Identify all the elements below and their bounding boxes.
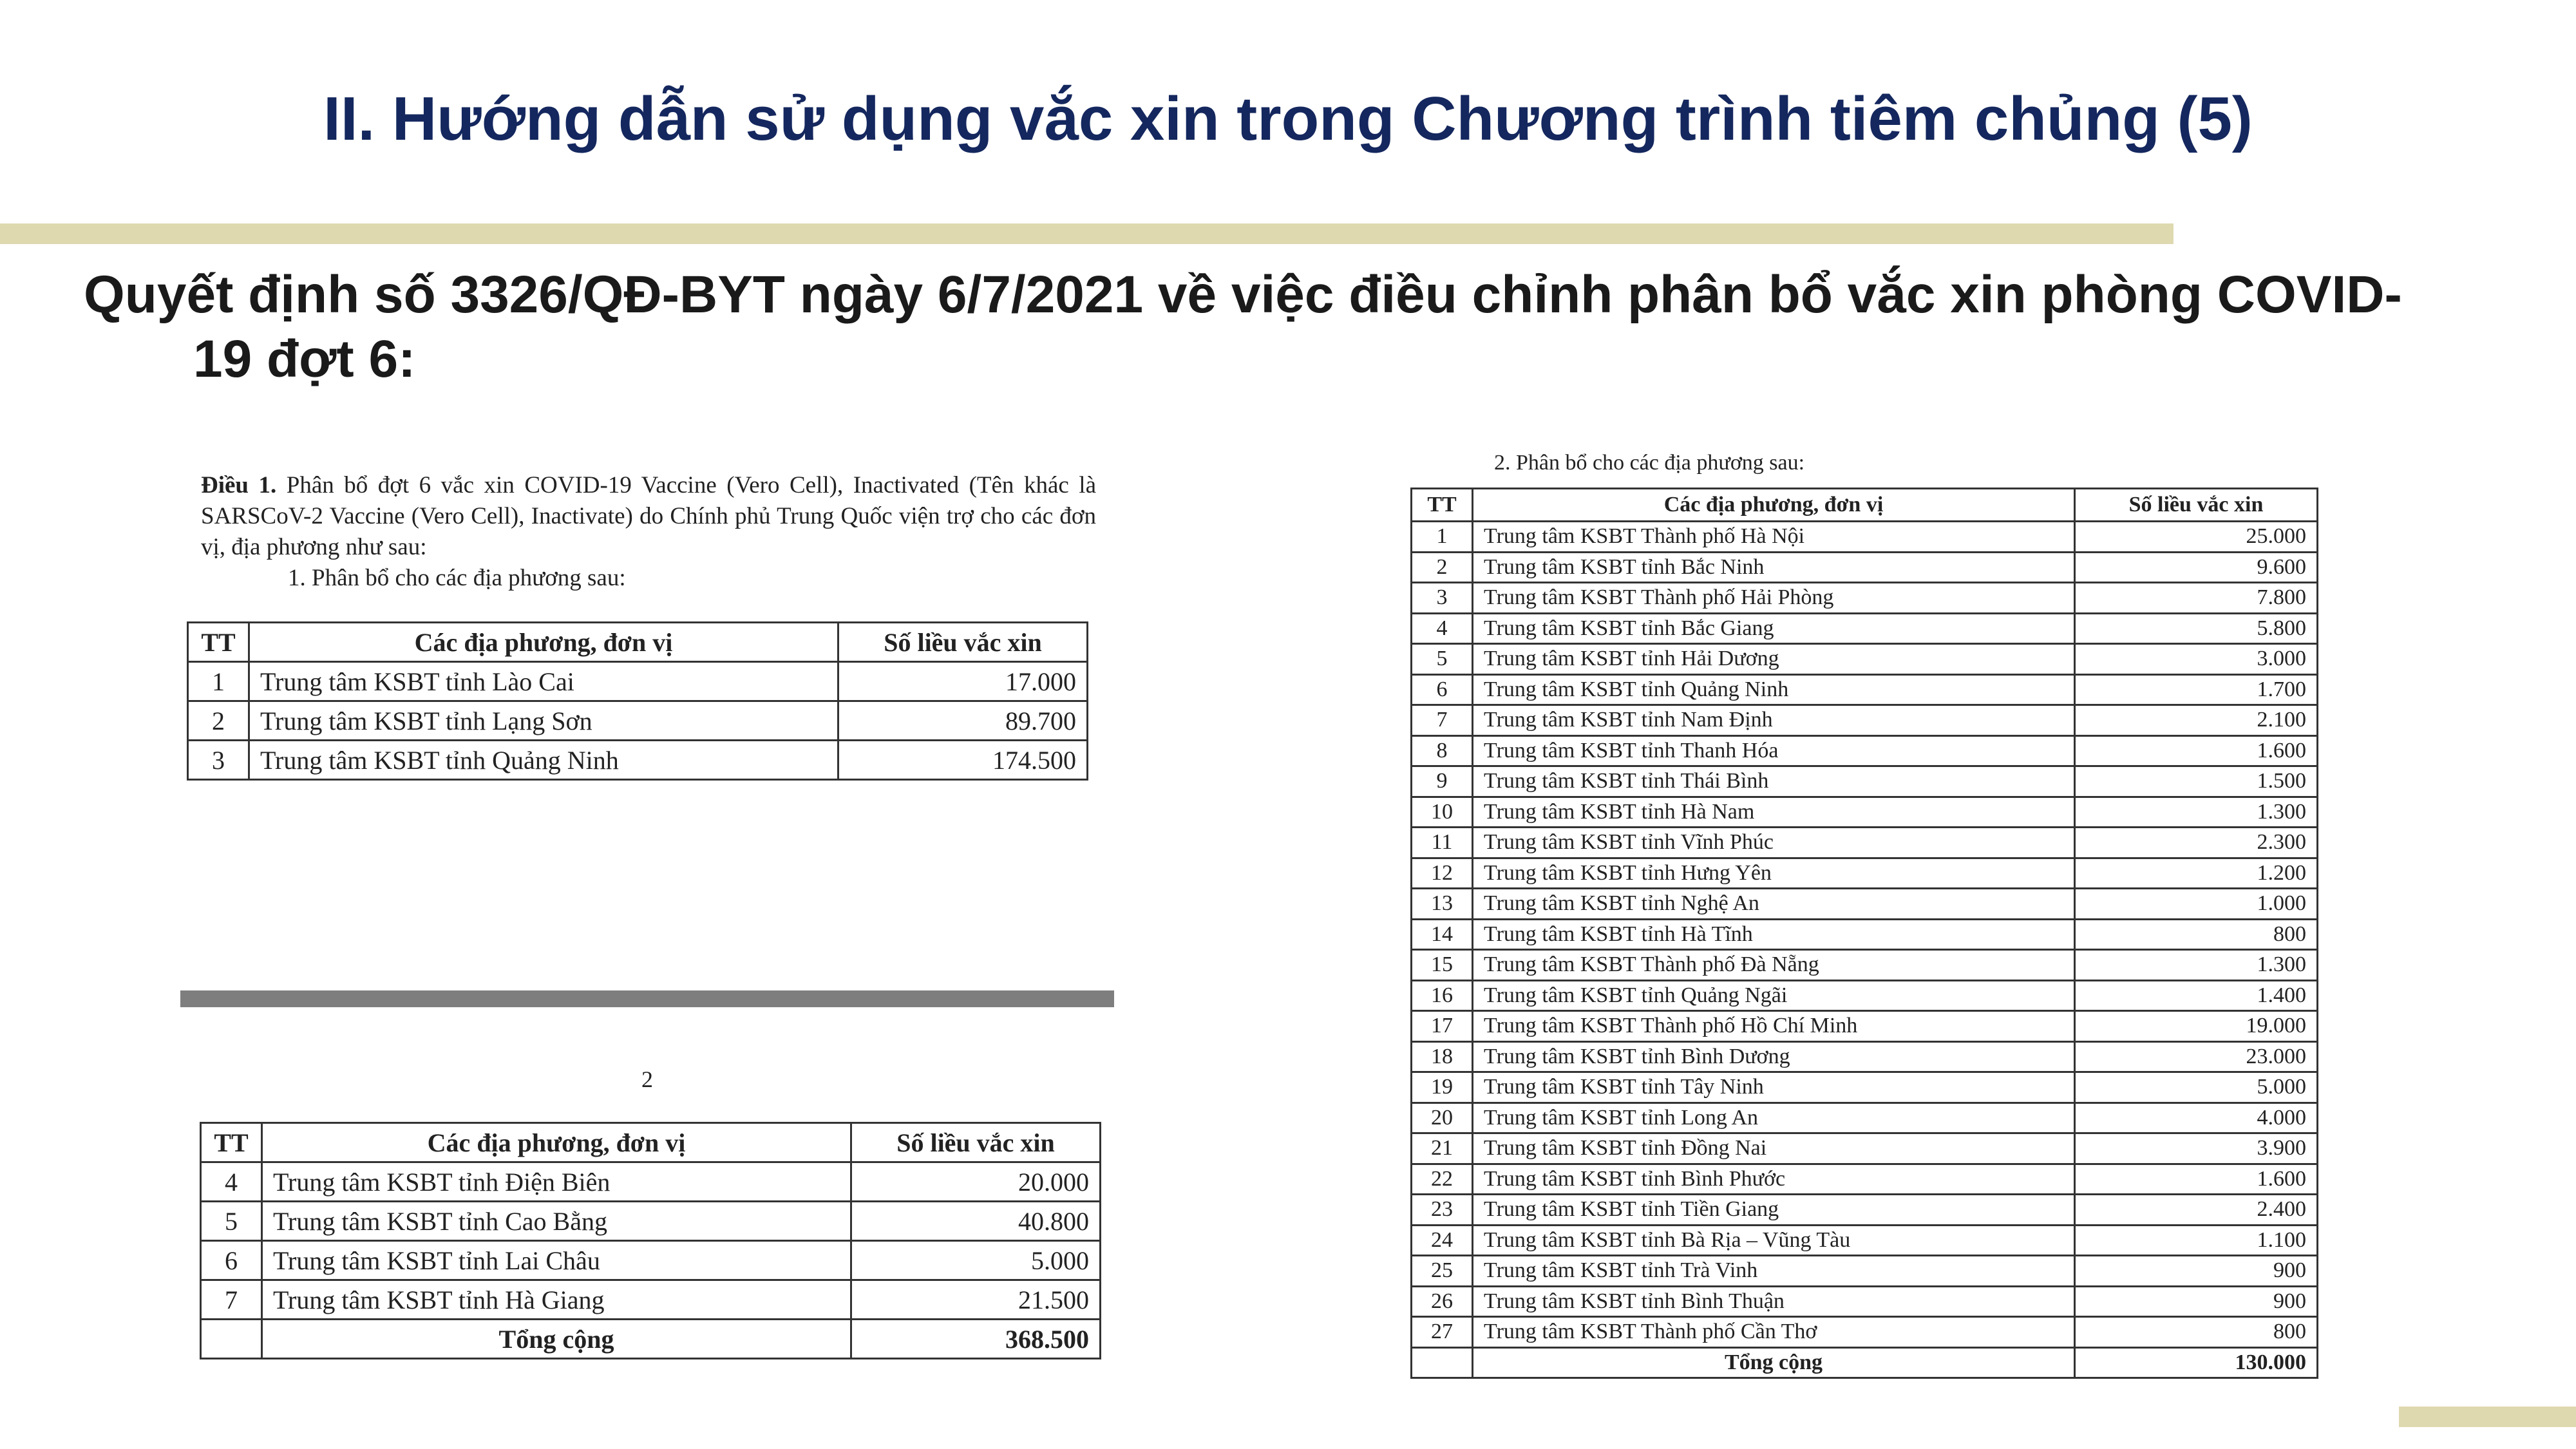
slide-title: II. Hướng dẫn sử dụng vắc xin trong Chương trình tiêm chủng (5) bbox=[323, 84, 2253, 153]
row-tt: 24 bbox=[1412, 1225, 1473, 1256]
row-unit: Trung tâm KSBT tỉnh Bắc Giang bbox=[1473, 613, 2075, 644]
row-unit: Trung tâm KSBT tỉnh Tây Ninh bbox=[1473, 1072, 2075, 1103]
row-unit: Trung tâm KSBT tỉnh Hà Tĩnh bbox=[1473, 919, 2075, 950]
table-header-row bbox=[188, 623, 1088, 662]
row-doses: 1.500 bbox=[2075, 766, 2318, 797]
row-unit: Trung tâm KSBT tỉnh Thái Bình bbox=[1473, 766, 2075, 797]
page-number: 2 bbox=[641, 1066, 653, 1092]
row-doses: 900 bbox=[2075, 1256, 2318, 1287]
total-tt-cell bbox=[1412, 1347, 1473, 1378]
row-doses: 1.600 bbox=[2075, 735, 2318, 766]
table-row bbox=[1412, 980, 2318, 1011]
row-doses: 25.000 bbox=[2075, 522, 2318, 553]
page-separator bbox=[180, 990, 1114, 1007]
row-unit: Trung tâm KSBT Thành phố Đà Nẵng bbox=[1473, 950, 2075, 981]
row-tt: 5 bbox=[201, 1202, 262, 1241]
total-label: Tổng cộng bbox=[1473, 1347, 2075, 1378]
row-unit: Trung tâm KSBT tỉnh Bình Thuận bbox=[1473, 1286, 2075, 1317]
row-unit: Trung tâm KSBT tỉnh Lai Châu bbox=[262, 1241, 851, 1280]
table-row bbox=[1412, 1225, 2318, 1256]
table-row bbox=[188, 662, 1088, 701]
row-doses: 21.500 bbox=[851, 1280, 1101, 1320]
row-tt: 17 bbox=[1412, 1011, 1473, 1042]
row-doses: 23.000 bbox=[2075, 1041, 2318, 1072]
total-doses: 130.000 bbox=[2075, 1347, 2318, 1378]
row-doses: 900 bbox=[2075, 1286, 2318, 1317]
row-doses: 1.300 bbox=[2075, 950, 2318, 981]
row-doses: 20.000 bbox=[851, 1162, 1101, 1202]
table-row bbox=[1412, 766, 2318, 797]
row-tt: 9 bbox=[1412, 766, 1473, 797]
table-row bbox=[1412, 644, 2318, 675]
row-doses: 2.100 bbox=[2075, 705, 2318, 736]
row-tt: 26 bbox=[1412, 1286, 1473, 1317]
table-row bbox=[1412, 858, 2318, 889]
row-doses: 3.000 bbox=[2075, 644, 2318, 675]
row-unit: Trung tâm KSBT tỉnh Thanh Hóa bbox=[1473, 735, 2075, 766]
row-tt: 2 bbox=[1412, 552, 1473, 583]
row-unit: Trung tâm KSBT tỉnh Nghệ An bbox=[1473, 889, 2075, 920]
row-tt: 23 bbox=[1412, 1195, 1473, 1226]
row-doses: 1.400 bbox=[2075, 980, 2318, 1011]
row-tt: 7 bbox=[201, 1280, 262, 1320]
row-tt: 15 bbox=[1412, 950, 1473, 981]
row-unit: Trung tâm KSBT tỉnh Bà Rịa – Vũng Tàu bbox=[1473, 1225, 2075, 1256]
row-unit: Trung tâm KSBT tỉnh Điện Biên bbox=[262, 1162, 851, 1202]
row-doses: 5.800 bbox=[2075, 613, 2318, 644]
article-text: Phân bổ đợt 6 vắc xin COVID-19 Vaccine (Vero Cell), Inactivated (Tên khác là SARSCoV-2 Vaccine (Vero Cell), Inactivate) do Chính phủ Trung Quốc viện trợ cho các đơn vị, địa phương như sau: bbox=[201, 472, 1096, 560]
table-row bbox=[1412, 552, 2318, 583]
table-row bbox=[1412, 1072, 2318, 1103]
row-doses: 3.900 bbox=[2075, 1133, 2318, 1164]
col-header-tt: TT bbox=[188, 623, 249, 662]
row-doses: 1.200 bbox=[2075, 858, 2318, 889]
row-unit: Trung tâm KSBT tỉnh Bắc Ninh bbox=[1473, 552, 2075, 583]
scanned-page-left-top bbox=[180, 470, 1114, 985]
row-tt: 3 bbox=[188, 741, 249, 780]
row-doses: 800 bbox=[2075, 1317, 2318, 1348]
table-row bbox=[188, 701, 1088, 741]
accent-bar-bottom bbox=[2399, 1406, 2576, 1427]
table-row bbox=[201, 1162, 1101, 1202]
row-doses: 9.600 bbox=[2075, 552, 2318, 583]
row-unit: Trung tâm KSBT tỉnh Tiền Giang bbox=[1473, 1195, 2075, 1226]
row-doses: 7.800 bbox=[2075, 583, 2318, 614]
table-header-row bbox=[201, 1123, 1101, 1162]
row-doses: 4.000 bbox=[2075, 1103, 2318, 1133]
row-tt: 11 bbox=[1412, 828, 1473, 858]
row-tt: 4 bbox=[1412, 613, 1473, 644]
table-row bbox=[1412, 613, 2318, 644]
row-doses: 19.000 bbox=[2075, 1011, 2318, 1042]
table-row bbox=[1412, 828, 2318, 858]
table-row bbox=[1412, 1195, 2318, 1226]
row-doses: 174.500 bbox=[838, 741, 1088, 780]
row-doses: 2.400 bbox=[2075, 1195, 2318, 1226]
col-header-doses: Số liều vắc xin bbox=[838, 623, 1088, 662]
article-paragraph bbox=[201, 470, 1096, 563]
row-tt: 19 bbox=[1412, 1072, 1473, 1103]
row-tt: 20 bbox=[1412, 1103, 1473, 1133]
allocation-table-3 bbox=[1410, 488, 2318, 1379]
row-doses: 89.700 bbox=[838, 701, 1088, 741]
table-row bbox=[1412, 1286, 2318, 1317]
row-tt: 2 bbox=[188, 701, 249, 741]
row-unit: Trung tâm KSBT tỉnh Hà Giang bbox=[262, 1280, 851, 1320]
total-label: Tổng cộng bbox=[262, 1320, 851, 1359]
slide-subtitle: Quyết định số 3326/QĐ-BYT ngày 6/7/2021 về việc điều chỉnh phân bổ vắc xin phòng COVID-19 đợt 6: bbox=[84, 265, 2402, 388]
row-unit: Trung tâm KSBT Thành phố Hồ Chí Minh bbox=[1473, 1011, 2075, 1042]
table-row bbox=[201, 1241, 1101, 1280]
col-header-unit: Các địa phương, đơn vị bbox=[1473, 489, 2075, 522]
row-doses: 5.000 bbox=[851, 1241, 1101, 1280]
total-doses: 368.500 bbox=[851, 1320, 1101, 1359]
row-unit: Trung tâm KSBT tỉnh Nam Định bbox=[1473, 705, 2075, 736]
row-unit: Trung tâm KSBT tỉnh Đồng Nai bbox=[1473, 1133, 2075, 1164]
table-row bbox=[1412, 735, 2318, 766]
table-total-row bbox=[1412, 1347, 2318, 1378]
row-unit: Trung tâm KSBT tỉnh Quảng Ninh bbox=[1473, 674, 2075, 705]
scanned-page-left-bottom bbox=[180, 1011, 1114, 1372]
table-row bbox=[188, 741, 1088, 780]
allocation-table-2 bbox=[200, 1122, 1101, 1359]
scanned-page-right bbox=[1401, 448, 2331, 1388]
row-tt: 27 bbox=[1412, 1317, 1473, 1348]
accent-bar-top bbox=[0, 223, 2174, 244]
row-doses: 2.300 bbox=[2075, 828, 2318, 858]
table-row bbox=[1412, 674, 2318, 705]
row-unit: Trung tâm KSBT tỉnh Vĩnh Phúc bbox=[1473, 828, 2075, 858]
table-row bbox=[1412, 950, 2318, 981]
allocation-table-1 bbox=[187, 621, 1088, 781]
col-header-tt: TT bbox=[1412, 489, 1473, 522]
article-label: Điều 1. bbox=[201, 472, 277, 498]
row-unit: Trung tâm KSBT Thành phố Hà Nội bbox=[1473, 522, 2075, 553]
table-row bbox=[1412, 1041, 2318, 1072]
row-doses: 17.000 bbox=[838, 662, 1088, 701]
col-header-tt: TT bbox=[201, 1123, 262, 1162]
row-doses: 1.000 bbox=[2075, 889, 2318, 920]
row-unit: Trung tâm KSBT tỉnh Quảng Ninh bbox=[249, 741, 838, 780]
row-unit: Trung tâm KSBT tỉnh Long An bbox=[1473, 1103, 2075, 1133]
table-row bbox=[1412, 1317, 2318, 1348]
row-unit: Trung tâm KSBT tỉnh Bình Dương bbox=[1473, 1041, 2075, 1072]
row-unit: Trung tâm KSBT tỉnh Lạng Sơn bbox=[249, 701, 838, 741]
row-doses: 800 bbox=[2075, 919, 2318, 950]
row-tt: 22 bbox=[1412, 1164, 1473, 1195]
row-tt: 8 bbox=[1412, 735, 1473, 766]
row-unit: Trung tâm KSBT tỉnh Quảng Ngãi bbox=[1473, 980, 2075, 1011]
row-tt: 6 bbox=[201, 1241, 262, 1280]
table-total-row bbox=[201, 1320, 1101, 1359]
col-header-unit: Các địa phương, đơn vị bbox=[249, 623, 838, 662]
col-header-doses: Số liều vắc xin bbox=[2075, 489, 2318, 522]
table-row bbox=[201, 1280, 1101, 1320]
row-tt: 18 bbox=[1412, 1041, 1473, 1072]
row-tt: 21 bbox=[1412, 1133, 1473, 1164]
row-unit: Trung tâm KSBT tỉnh Bình Phước bbox=[1473, 1164, 2075, 1195]
table-row bbox=[1412, 1256, 2318, 1287]
row-unit: Trung tâm KSBT tỉnh Hà Nam bbox=[1473, 797, 2075, 828]
table-row bbox=[1412, 889, 2318, 920]
row-unit: Trung tâm KSBT tỉnh Lào Cai bbox=[249, 662, 838, 701]
row-doses: 1.700 bbox=[2075, 674, 2318, 705]
total-tt-cell bbox=[201, 1320, 262, 1359]
row-doses: 1.300 bbox=[2075, 797, 2318, 828]
table-row bbox=[1412, 1103, 2318, 1133]
row-doses: 5.000 bbox=[2075, 1072, 2318, 1103]
table-row bbox=[1412, 1011, 2318, 1042]
row-tt: 16 bbox=[1412, 980, 1473, 1011]
table-header-row bbox=[1412, 489, 2318, 522]
table-row bbox=[1412, 583, 2318, 614]
row-tt: 4 bbox=[201, 1162, 262, 1202]
table-row bbox=[1412, 705, 2318, 736]
col-header-doses: Số liều vắc xin bbox=[851, 1123, 1101, 1162]
section-heading-2: 2. Phân bổ cho các địa phương sau: bbox=[1494, 451, 1805, 475]
row-unit: Trung tâm KSBT tỉnh Cao Bằng bbox=[262, 1202, 851, 1241]
row-tt: 5 bbox=[1412, 644, 1473, 675]
row-tt: 25 bbox=[1412, 1256, 1473, 1287]
table-row bbox=[1412, 1164, 2318, 1195]
row-tt: 6 bbox=[1412, 674, 1473, 705]
row-tt: 14 bbox=[1412, 919, 1473, 950]
row-tt: 1 bbox=[1412, 522, 1473, 553]
row-tt: 7 bbox=[1412, 705, 1473, 736]
row-doses: 1.100 bbox=[2075, 1225, 2318, 1256]
row-unit: Trung tâm KSBT Thành phố Hải Phòng bbox=[1473, 583, 2075, 614]
row-unit: Trung tâm KSBT tỉnh Hưng Yên bbox=[1473, 858, 2075, 889]
table-row bbox=[1412, 1133, 2318, 1164]
row-doses: 1.600 bbox=[2075, 1164, 2318, 1195]
col-header-unit: Các địa phương, đơn vị bbox=[262, 1123, 851, 1162]
row-unit: Trung tâm KSBT tỉnh Trà Vinh bbox=[1473, 1256, 2075, 1287]
row-unit: Trung tâm KSBT Thành phố Cần Thơ bbox=[1473, 1317, 2075, 1348]
row-tt: 12 bbox=[1412, 858, 1473, 889]
row-tt: 10 bbox=[1412, 797, 1473, 828]
table-row bbox=[1412, 797, 2318, 828]
row-doses: 40.800 bbox=[851, 1202, 1101, 1241]
table-row bbox=[201, 1202, 1101, 1241]
row-tt: 1 bbox=[188, 662, 249, 701]
row-tt: 13 bbox=[1412, 889, 1473, 920]
row-unit: Trung tâm KSBT tỉnh Hải Dương bbox=[1473, 644, 2075, 675]
table-row bbox=[1412, 919, 2318, 950]
table-row bbox=[1412, 522, 2318, 553]
row-tt: 3 bbox=[1412, 583, 1473, 614]
section-heading-1: 1. Phân bổ cho các địa phương sau: bbox=[288, 565, 626, 591]
